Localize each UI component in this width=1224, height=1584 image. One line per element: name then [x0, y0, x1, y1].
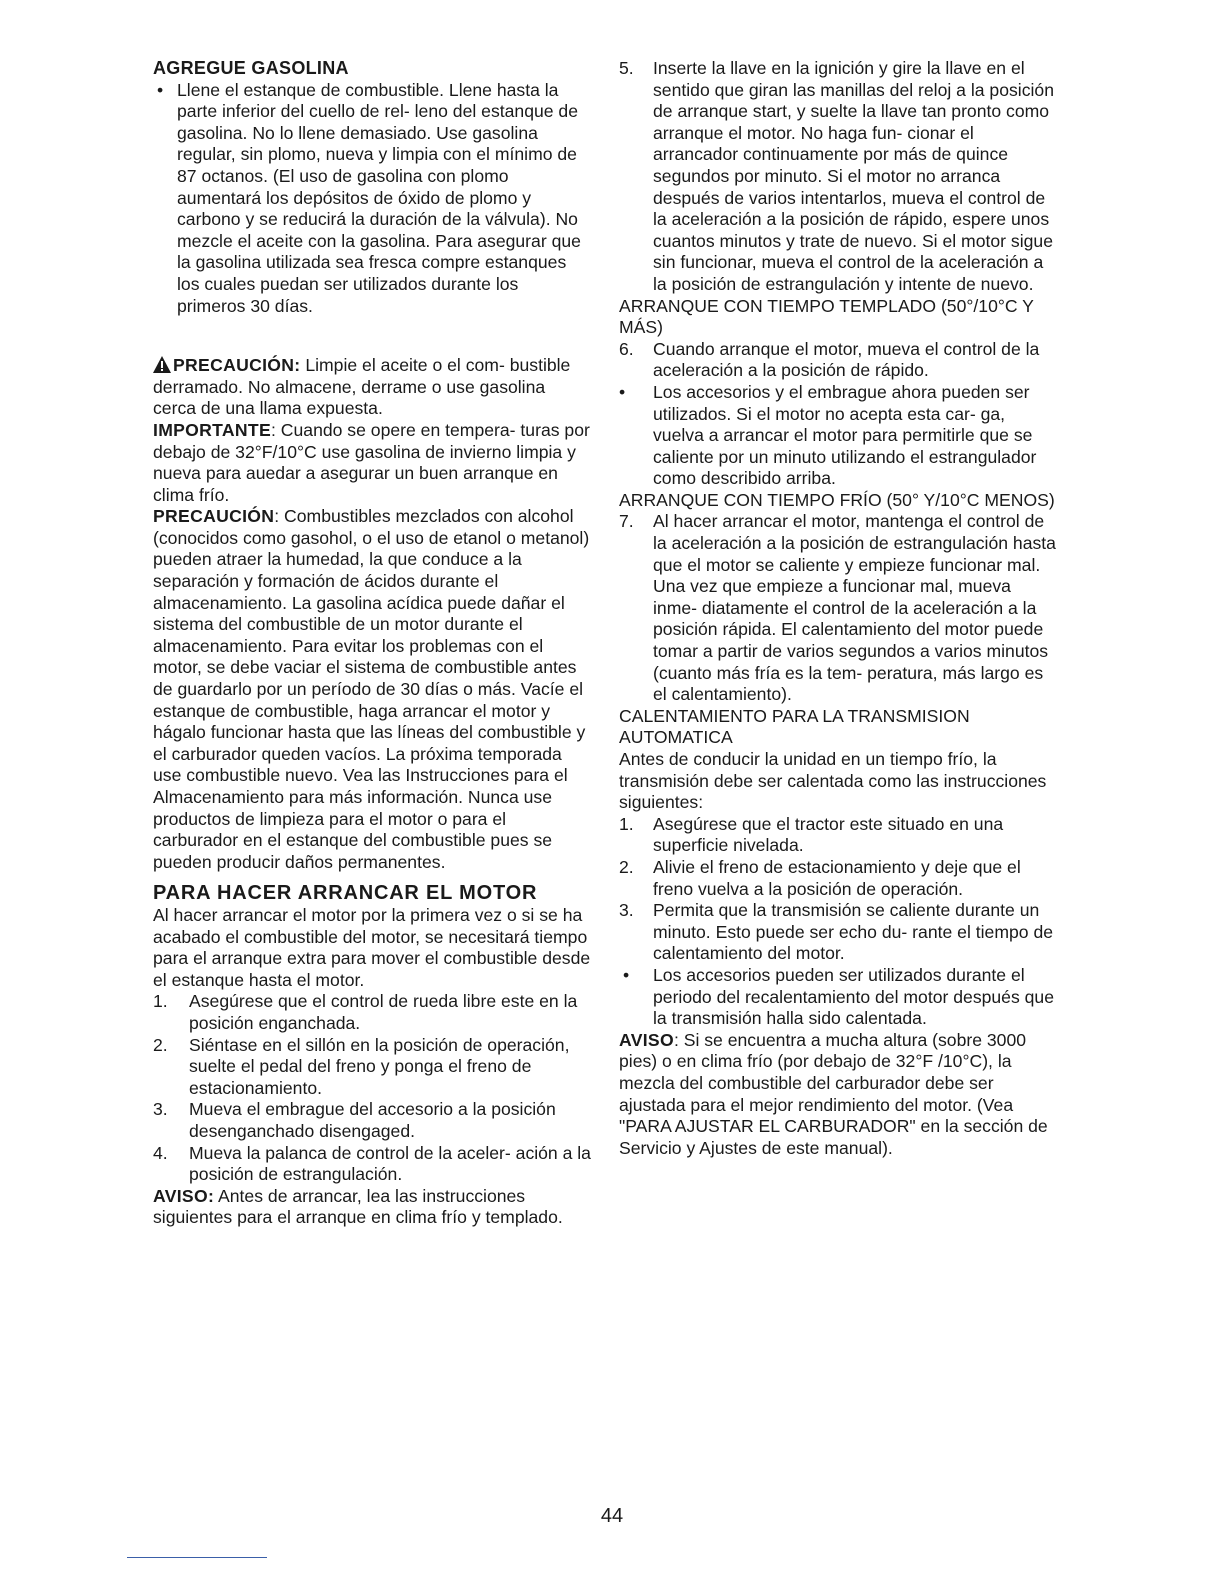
caution-1-text: Limpie el aceite o el com- bustible derramado. No almacene, derrame o use gasolina cerca de una llama expuesta.: [153, 355, 571, 419]
step-number: 6.: [619, 338, 634, 359]
step-text: Permita que la transmisión se caliente durante un minuto. Esto puede ser echo du- rante el tiempo de calentamiento del motor.: [653, 900, 1054, 964]
step-number: 1.: [619, 813, 634, 834]
left-column: [153, 58, 591, 1229]
step-text: Mueva el embrague del accesorio a la posición desenganchado disengaged.: [189, 1099, 556, 1141]
caution-paragraph-2: [153, 506, 591, 873]
caution-paragraph-1: [153, 355, 591, 420]
bullet-mark: •: [157, 79, 164, 100]
start-intro: Al hacer arrancar el motor por la primera vez o si se ha acabado el combustible del motor, se necesitará tiempo para el arranque extra para mover el combustible desde el estanque hasta el motor.: [153, 904, 591, 990]
aviso-text-left: Antes de arrancar, lea las instrucciones siguientes para el arranque en clima frío y templado.: [153, 1185, 563, 1228]
caution-1-label: PRECAUCIÓN:: [173, 355, 301, 376]
step-number: 5.: [619, 58, 634, 78]
important-label: IMPORTANTE: [153, 419, 272, 440]
right-column: [619, 58, 1057, 1159]
gas-heading: AGREGUE GASOLINA: [153, 58, 349, 78]
gas-bullet: [153, 80, 591, 318]
warm-start-heading: ARRANQUE CON TIEMPO TEMPLADO (50°/10°C Y MÁS): [619, 295, 1034, 338]
step-item: [153, 991, 591, 1034]
step-item: [153, 1099, 591, 1142]
step-number: 3.: [619, 900, 634, 921]
page-number: 44: [600, 1505, 624, 1527]
step-text: Cuando arranque el motor, mueva el control de la aceleración a la posición de rápido.: [653, 338, 1040, 381]
step-number: 4.: [153, 1142, 168, 1163]
transmission-heading: CALENTAMIENTO PARA LA TRANSMISION AUTOMATICA: [619, 705, 970, 748]
transmission-bullet-text: Los accesorios pueden ser utilizados durante el periodo del recalentamiento del motor después que la transmisión halla sido calentada.: [653, 964, 1055, 1029]
step-text: Alivie el freno de estacionamiento y deje que el freno vuelva a la posición de operación.: [653, 856, 1021, 899]
step-text: Al hacer arrancar el motor, mantenga el control de la aceleración a la posición de estrangulación hasta que el motor se caliente y empieze funcionar mal. Una vez que empieze a funcionar mal, mueva inme- diatamente el control de la aceleración a la posición rápida. El calentamiento del motor puede tomar a partir de varios segundos a varios minutos (cuanto más fría es la tem- peratura, más largo es el calentamiento).: [653, 511, 1056, 705]
aviso-text-right: : Si se encuentra a mucha altura (sobre 3000 pies) o en clima frío (por debajo de 32°F /10°C), la mezcla del combustible del carburador debe ser ajustada para el mejor rendimiento del motor. (Vea "PARA AJUSTAR EL CARBURADOR" en la sección de Servicio y Ajustes de este manual).: [619, 1029, 1048, 1158]
step-text: Asegúrese que el tractor este situado en una superficie nivelada.: [653, 813, 1004, 856]
step-text: Inserte la llave en la ignición y gire la llave en el sentido que giran las manillas del reloj a la posición de arranque start, y suelte la llave tan pronto como arranque el motor. No haga fun- cionar el arrancador continuamente por más de quince segundos por minuto. Si el motor no arranca después de varios intentarlos, mueva el control de la aceleración a la posición de rápido, espere unos cuantos minutos y trate de nuevo. Si el motor sigue sin funcionar, mueva el control de la aceleración a la posición de estrangulación y intente de nuevo.: [653, 58, 1054, 294]
warm-bullet: [619, 382, 1057, 490]
warm-bullet-text: Los accesorios y el embrague ahora pueden ser utilizados. Si el motor no acepta esta car- ga, vuelva a arrancar el motor para permitirle que se caliente por un minuto utilizando el estrangulador como describido arriba.: [653, 381, 1037, 489]
step-text: Asegúrese que el control de rueda libre este en la posición enganchada.: [189, 991, 578, 1033]
step-item: [619, 339, 1057, 382]
important-paragraph: [153, 420, 591, 506]
step-item: [619, 58, 1057, 296]
step-item: [619, 857, 1057, 900]
aviso-paragraph-right: [619, 1030, 1057, 1160]
step-text: Siéntase en el sillón en la posición de operación, suelte el pedal del freno y ponga el freno de estacionamiento.: [189, 1034, 570, 1098]
bottom-left-rule: [127, 1557, 267, 1558]
gas-bullet-text: Llene el estanque de combustible. Llene hasta la parte inferior del cuello de rel- leno del estanque de gasolina. No lo llene demasiado. Use gasolina regular, sin plomo, nueva y limpia con el mínimo de 87 octanos. (El uso de gasolina con plomo aumentará los depósitos de óxido de plomo y carbono y se reducirá la duración de la válvula). No mezcle el aceite con la gasolina. Para asegurar que la gasolina utilizada sea fresca compre estanques los cuales puedan ser utilizados durante los primeros 30 días.: [177, 79, 581, 316]
aviso-paragraph-left: [153, 1186, 591, 1229]
bullet-mark: •: [623, 964, 630, 985]
step-item: [619, 900, 1057, 965]
step-item: [619, 814, 1057, 857]
aviso-label-left: AVISO:: [153, 1185, 215, 1206]
transmission-bullet: [619, 965, 1057, 1030]
transmission-intro: Antes de conducir la unidad en un tiempo frío, la transmisión debe ser calentada como las instrucciones siguientes:: [619, 749, 1047, 813]
warning-triangle-icon: [153, 356, 171, 373]
step-number: 7.: [619, 511, 634, 532]
step-number: 2.: [619, 856, 634, 877]
step-number: 1.: [153, 991, 168, 1012]
step-item: [153, 1035, 591, 1100]
step-text: Mueva la palanca de control de la aceler- ación a la posición de estrangulación.: [189, 1142, 591, 1185]
step-item: [619, 511, 1057, 705]
caution-2-text: : Combustibles mezclados con alcohol (conocidos como gasohol, o el uso de etanol o metanol) pueden atraer la humedad, la que conduce a la separación y formación de ácidos durante el almacenamiento. La gasolina acídica puede dañar el sistema del combustible de un motor durante el almacenamiento. Para evitar los problemas con el motor, se debe vaciar el sistema de combustible antes de guardarlo por un período de 30 días o más. Vacíe el estanque de combustible, haga arrancar el motor y hágalo funcionar hasta que las líneas del combustible y el carburador queden vacíos. La próxima temporada use combustible nuevo. Vea las Instrucciones para el Almacenamiento para más información. Nunca use productos de limpieza para el motor o para el carburador en el estanque del combustible pues se pueden producir daños permanentes.: [153, 506, 590, 872]
step-number: 2.: [153, 1034, 168, 1055]
caution-2-label: PRECAUCIÓN: [153, 506, 275, 527]
cold-start-heading: ARRANQUE CON TIEMPO FRÍO (50° Y/10°C MENOS): [619, 489, 1055, 510]
aviso-label-right: AVISO: [619, 1029, 674, 1050]
step-item: [153, 1143, 591, 1186]
important-text: : Cuando se opere en tempera- turas por debajo de 32°F/10°C use gasolina de invierno limpia y nueva para auedar a asegurar un buen arranque en clima frío.: [153, 419, 590, 505]
start-heading: PARA HACER ARRANCAR EL MOTOR: [153, 882, 538, 905]
step-number: 3.: [153, 1099, 168, 1120]
bullet-mark: •: [619, 381, 626, 402]
